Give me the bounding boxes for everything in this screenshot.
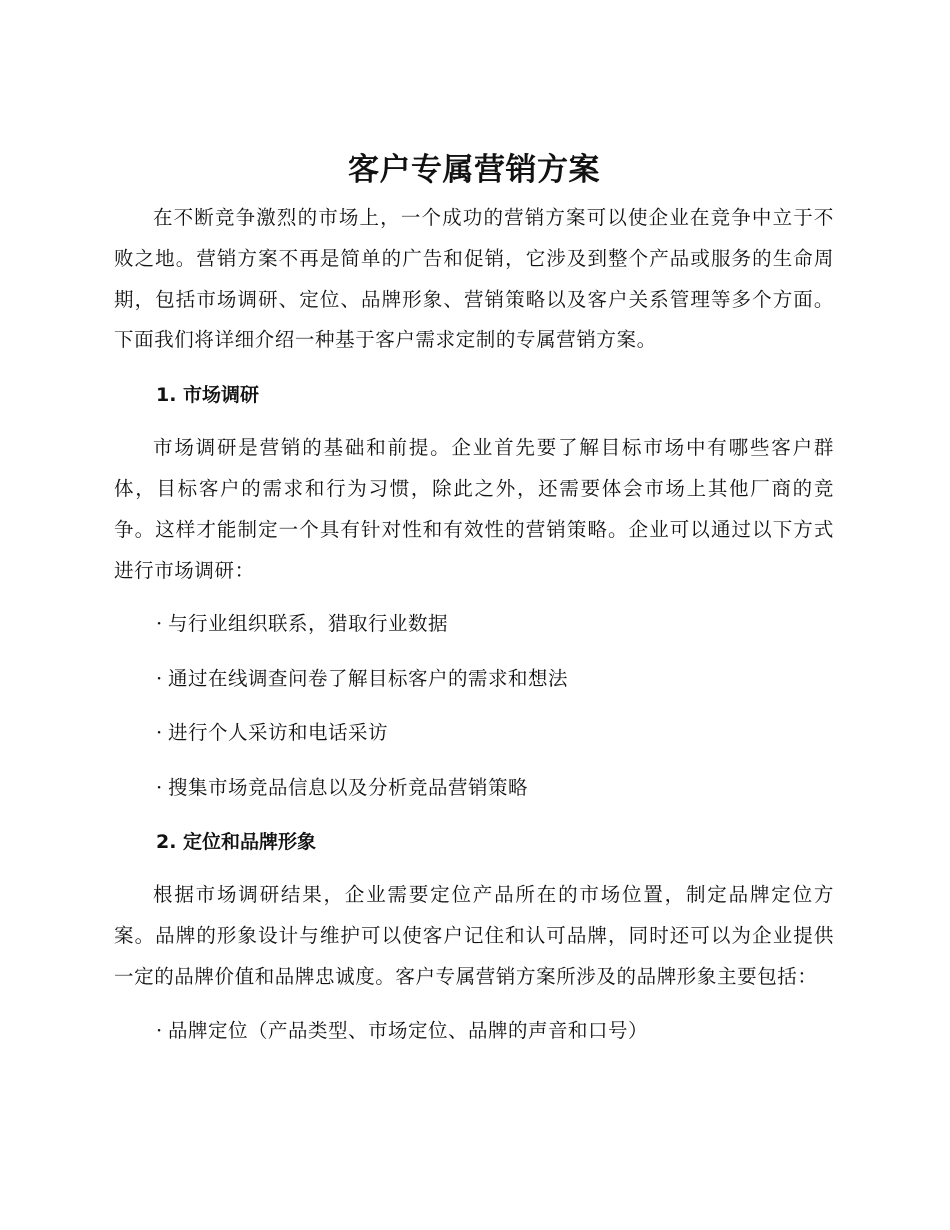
bullet-icon: · bbox=[156, 1018, 163, 1042]
list-item bbox=[114, 1011, 834, 1051]
document-page bbox=[114, 148, 834, 1065]
list-item-text: 通过在线调查问卷了解目标客户的需求和想法 bbox=[168, 666, 569, 690]
list-item bbox=[114, 659, 834, 699]
bullet-icon: · bbox=[156, 612, 163, 636]
bullet-icon: · bbox=[156, 666, 163, 690]
section-heading-positioning-brand: 2. 定位和品牌形象 bbox=[156, 831, 317, 854]
market-research-paragraph: 市场调研是营销的基础和前提。企业首先要了解目标市场中有哪些客户群体，目标客户的需求和行为习惯，除此之外，还需要体会市场上其他厂商的竞争。这样才能制定一个具有针对性和有效性的营销策略。企业可以通过以下方式进行市场调研： bbox=[114, 436, 834, 582]
positioning-brand-paragraph: 根据市场调研结果，企业需要定位产品所在的市场位置，制定品牌定位方案。品牌的形象设计与维护可以使客户记住和认可品牌，同时还可以为企业提供一定的品牌价值和品牌忠诚度。客户专属营销方案所涉及的品牌形象主要包括： bbox=[114, 883, 834, 988]
list-item bbox=[114, 768, 834, 808]
list-item-text: 品牌定位（产品类型、市场定位、品牌的声音和口号） bbox=[168, 1018, 649, 1042]
bullet-icon: · bbox=[156, 775, 163, 799]
bullet-icon: · bbox=[156, 721, 163, 745]
list-item bbox=[114, 713, 834, 753]
list-item-text: 搜集市场竞品信息以及分析竞品营销策略 bbox=[168, 775, 529, 799]
list-item-text: 进行个人采访和电话采访 bbox=[168, 721, 389, 745]
list-item bbox=[114, 604, 834, 644]
section-heading-market-research: 1. 市场调研 bbox=[156, 384, 260, 407]
positioning-brand-bullet-list bbox=[114, 1011, 834, 1051]
market-research-bullet-list bbox=[114, 604, 834, 808]
list-item-text: 与行业组织联系，猎取行业数据 bbox=[168, 612, 449, 636]
document-title: 客户专属营销方案 bbox=[348, 152, 600, 188]
intro-paragraph: 在不断竞争激烈的市场上，一个成功的营销方案可以使企业在竞争中立于不败之地。营销方案不再是简单的广告和促销，它涉及到整个产品或服务的生命周期，包括市场调研、定位、品牌形象、营销策略以及客户关系管理等多个方面。下面我们将详细介绍一种基于客户需求定制的专属营销方案。 bbox=[114, 206, 834, 352]
